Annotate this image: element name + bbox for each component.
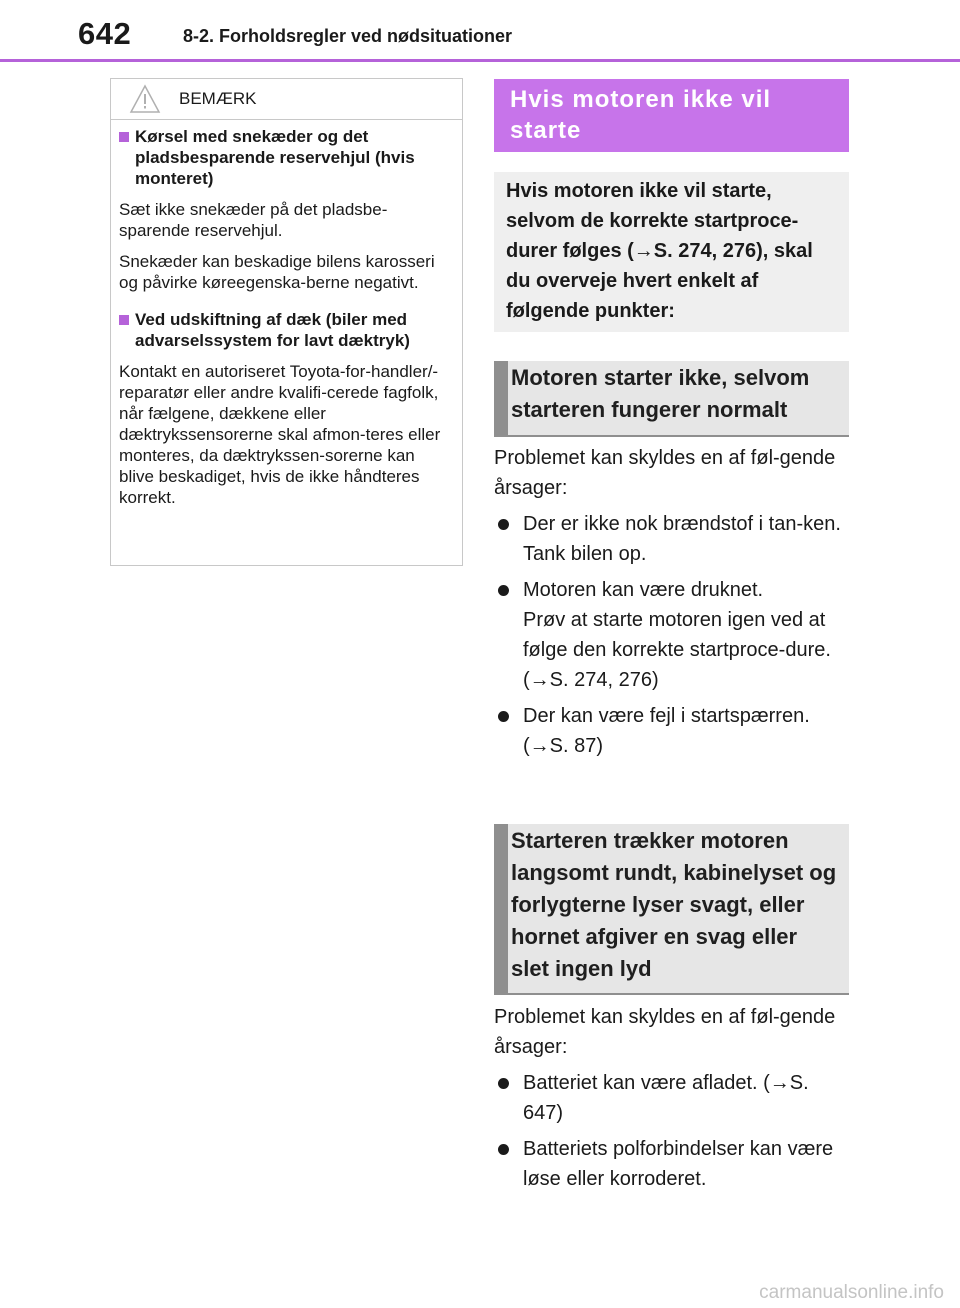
notice-title: BEMÆRK — [179, 89, 257, 108]
lead-text: Problemet kan skyldes en af føl-gende årsager: — [494, 447, 836, 499]
bullet-text: Batteriets polforbindelser kan være løse eller korroderet. — [523, 1138, 834, 1190]
footer-watermark: carmanualsonline.info — [759, 1282, 944, 1303]
warning-triangle-icon — [129, 84, 161, 114]
list-item — [494, 575, 849, 695]
subheading: Motoren starter ikke, selvom starteren fungerer normalt — [511, 365, 810, 422]
bullet-text: Motoren kan være druknet. — [523, 579, 764, 601]
page-number: 642 — [78, 16, 132, 51]
subheading-box — [494, 361, 849, 437]
lead-text: Problemet kan skyldes en af føl-gende årsager: — [494, 1006, 836, 1058]
notice-item — [119, 309, 448, 508]
square-bullet-icon — [119, 315, 129, 325]
list-item — [494, 509, 849, 569]
bullet-text: Batteriet kan være afladet. (→S. 647) — [523, 1072, 809, 1124]
list-item — [494, 1134, 849, 1194]
bullet-dot-icon — [498, 585, 509, 596]
main-title-box — [494, 79, 849, 152]
bullet-dot-icon — [498, 1078, 509, 1089]
square-bullet-icon — [119, 132, 129, 142]
list-item — [494, 1068, 849, 1128]
notice-paragraph: Kontakt en autoriseret Toyota-for-handler/-reparatør eller andre kvalifi-cerede fagfolk, når fælgene, dækkene eller dæktrykssensorerne skal afmon-teres eller monteres, da dæktrykssen-sorerne kan blive beskadiget, hvis de ikke håndteres korrekt. — [119, 362, 441, 507]
notice-item-heading: Kørsel med snekæder og det pladsbesparende reservehjul (hvis monteret) — [135, 127, 415, 188]
section-body — [494, 443, 849, 761]
bullet-dot-icon — [498, 711, 509, 722]
notice-paragraph: Snekæder kan beskadige bilens karosseri og påvirke køreegenska-berne negativt. — [119, 252, 435, 292]
bullet-text: Der kan være fejl i startspærren. (→S. 87) — [523, 705, 810, 757]
notice-box — [110, 78, 463, 566]
notice-item-heading: Ved udskiftning af dæk (biler med advarselssystem for lavt dæktryk) — [135, 310, 410, 350]
list-item — [494, 701, 849, 761]
section-title: 8-2. Forholdsregler ved nødsituationer — [183, 26, 513, 46]
bullet-text: Der er ikke nok brændstof i tan-ken. — [523, 513, 841, 535]
bullet-text: Prøv at starte motoren igen ved at følge den korrekte startproce-dure. (→S. 274, 276) — [523, 609, 831, 691]
intro-text: Hvis motoren ikke vil starte, selvom de korrekte startproce-durer følges (→S. 274, 276), skal du overveje hvert enkelt af følgende punkter: — [506, 180, 813, 322]
subheading: Starteren trækker motoren langsomt rundt, kabinelyset og forlygterne lyser svagt, eller hornet afgiver en svag eller slet ingen lyd — [511, 828, 837, 981]
bullet-dot-icon — [498, 519, 509, 530]
bullet-dot-icon — [498, 1144, 509, 1155]
page-header — [0, 0, 960, 62]
notice-paragraph: Sæt ikke snekæder på det pladsbe-sparende reservehjul. — [119, 200, 388, 240]
intro-box — [494, 172, 849, 332]
notice-item — [119, 126, 448, 293]
subheading-box — [494, 824, 849, 995]
section-body — [494, 1002, 849, 1194]
main-title: Hvis motoren ikke vil starte — [510, 86, 772, 144]
header-divider — [0, 59, 960, 62]
notice-header — [111, 79, 462, 120]
bullet-text: Tank bilen op. — [523, 543, 647, 565]
